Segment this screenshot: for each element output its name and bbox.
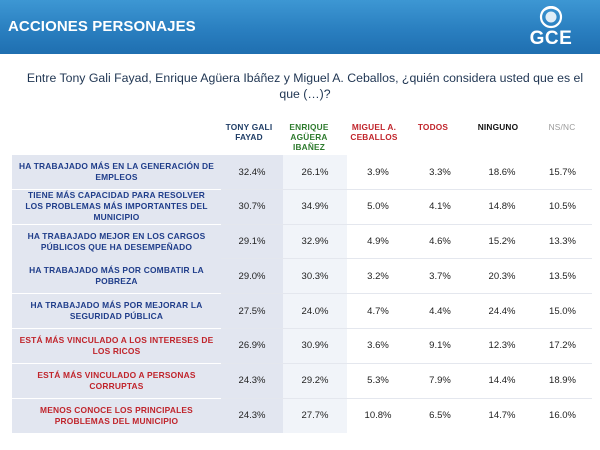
column-header-enrique-aguera: ENRIQUE AGÜERA IBAÑEZ (289, 122, 329, 152)
value-nsnc: 16.0% (533, 399, 592, 433)
table-row (12, 364, 592, 399)
column-header-tony-gali: TONY GALI FAYAD (225, 122, 273, 142)
value-nsnc: 13.3% (533, 225, 592, 259)
value-nsnc: 15.7% (533, 155, 592, 189)
row-label: MENOS CONOCE LOS PRINCIPALES PROBLEMAS DEL MUNICIPIO (12, 399, 221, 433)
value-enrique-aguera: 26.1% (283, 155, 347, 189)
value-tony-gali: 27.5% (221, 294, 283, 328)
column-header-ninguno: NINGUNO (477, 122, 519, 132)
value-nsnc: 10.5% (533, 190, 592, 224)
value-nsnc: 18.9% (533, 364, 592, 398)
row-label: HA TRABAJADO MEJOR EN LOS CARGOS PÚBLICOS QUE HA DESEMPEÑADO (12, 225, 221, 259)
value-ninguno: 18.6% (471, 155, 533, 189)
value-enrique-aguera: 29.2% (283, 364, 347, 398)
value-tony-gali: 29.0% (221, 259, 283, 293)
value-todos: 4.6% (409, 225, 471, 259)
value-ninguno: 15.2% (471, 225, 533, 259)
row-label: HA TRABAJADO MÁS POR COMBATIR LA POBREZA (12, 259, 221, 293)
value-ninguno: 14.7% (471, 399, 533, 433)
value-tony-gali: 24.3% (221, 364, 283, 398)
value-miguel-ceballos: 5.3% (347, 364, 409, 398)
logo-text: GCE (529, 28, 573, 49)
value-miguel-ceballos: 10.8% (347, 399, 409, 433)
value-enrique-aguera: 27.7% (283, 399, 347, 433)
value-miguel-ceballos: 4.7% (347, 294, 409, 328)
table-row (12, 190, 592, 225)
value-tony-gali: 32.4% (221, 155, 283, 189)
value-miguel-ceballos: 5.0% (347, 190, 409, 224)
value-todos: 6.5% (409, 399, 471, 433)
survey-question: Entre Tony Gali Fayad, Enrique Agüera Ibáñez y Miguel A. Ceballos, ¿quién considera usted que es el que (…)? (26, 71, 584, 101)
value-ninguno: 20.3% (471, 259, 533, 293)
value-nsnc: 13.5% (533, 259, 592, 293)
value-miguel-ceballos: 3.6% (347, 329, 409, 363)
results-table (12, 155, 592, 433)
row-label: HA TRABAJADO MÁS EN LA GENERACIÓN DE EMPLEOS (12, 155, 221, 189)
table-row (12, 225, 592, 260)
value-nsnc: 17.2% (533, 329, 592, 363)
value-miguel-ceballos: 3.2% (347, 259, 409, 293)
gce-logo (516, 6, 586, 50)
value-enrique-aguera: 24.0% (283, 294, 347, 328)
value-miguel-ceballos: 4.9% (347, 225, 409, 259)
value-todos: 3.7% (409, 259, 471, 293)
value-tony-gali: 29.1% (221, 225, 283, 259)
column-header-todos: TODOS (417, 122, 449, 132)
value-tony-gali: 26.9% (221, 329, 283, 363)
row-label: TIENE MÁS CAPACIDAD PARA RESOLVER LOS PROBLEMAS MÁS IMPORTANTES DEL MUNICIPIO (12, 190, 221, 224)
value-ninguno: 14.8% (471, 190, 533, 224)
table-row (12, 329, 592, 364)
column-header-miguel-ceballos: MIGUEL A. CEBALLOS (350, 122, 398, 142)
value-todos: 7.9% (409, 364, 471, 398)
value-enrique-aguera: 30.3% (283, 259, 347, 293)
table-row (12, 259, 592, 294)
table-row (12, 155, 592, 190)
value-todos: 9.1% (409, 329, 471, 363)
column-header-nsnc: NS/NC (548, 122, 576, 132)
value-todos: 4.4% (409, 294, 471, 328)
row-label: ESTÁ MÁS VINCULADO A PERSONAS CORRUPTAS (12, 364, 221, 398)
table-row (12, 294, 592, 329)
value-tony-gali: 24.3% (221, 399, 283, 433)
table-row (12, 399, 592, 434)
value-nsnc: 15.0% (533, 294, 592, 328)
value-tony-gali: 30.7% (221, 190, 283, 224)
value-miguel-ceballos: 3.9% (347, 155, 409, 189)
value-ninguno: 12.3% (471, 329, 533, 363)
value-ninguno: 14.4% (471, 364, 533, 398)
row-label: ESTÁ MÁS VINCULADO A LOS INTERESES DE LOS RICOS (12, 329, 221, 363)
value-enrique-aguera: 30.9% (283, 329, 347, 363)
row-label: HA TRABAJADO MÁS POR MEJORAR LA SEGURIDAD PÚBLICA (12, 294, 221, 328)
title-bar (0, 0, 600, 54)
value-enrique-aguera: 32.9% (283, 225, 347, 259)
value-todos: 4.1% (409, 190, 471, 224)
value-ninguno: 24.4% (471, 294, 533, 328)
value-enrique-aguera: 34.9% (283, 190, 347, 224)
page-title: ACCIONES PERSONAJES (8, 18, 196, 35)
value-todos: 3.3% (409, 155, 471, 189)
